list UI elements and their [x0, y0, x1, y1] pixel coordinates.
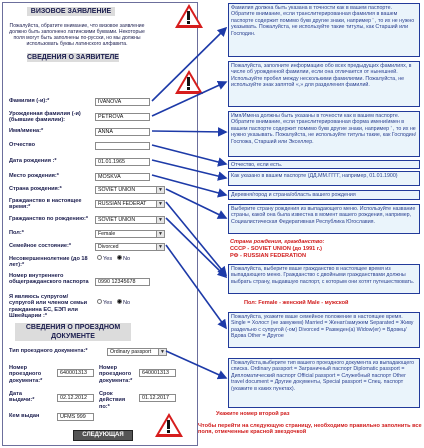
chevron-down-icon[interactable]: ▼	[156, 231, 164, 237]
doc-number2-input[interactable]: 640001313	[139, 369, 176, 377]
passport-label: Номер внутреннего общегражданского паспорта	[9, 273, 89, 286]
chevron-down-icon[interactable]: ▼	[156, 201, 164, 207]
doc-number2-label: Номер проездного документа:*	[99, 365, 133, 384]
eu-spouse-label: Я являюсь супругом/супругой или членом семьи гражданина ЕС, ЕЭП или Швейцарии :*	[9, 294, 88, 320]
chevron-down-icon[interactable]: ▼	[156, 244, 164, 250]
birth-citizenship-label: Гражданство по рождению:*	[9, 216, 89, 222]
issued-by-label: Кем выдан	[9, 413, 40, 419]
doc-number-input[interactable]: 640001313	[57, 369, 94, 377]
hint-marital: Пожалуйста, укажите ваше семейное положение в настоящее время. Single = Холост (не замужем) Married = Женат/замужем Separated = Живу раздельно с супругой (-ом) Divorced = Разведен(а) Widow(er) = Вдовец/Вдова Other = Другое	[228, 312, 420, 348]
hint-birth-country: Выберите страну рождения из выпадающего меню. Используйте название страны, какой она была известна в момент вашего рождения, например, Социалистическая Федеративная Республика Югославия.	[228, 204, 420, 234]
issue-date-label: Дата выдачи:*	[9, 391, 35, 404]
hint-birth-surname: Пожалуйста, заполните информацию обо всех предыдущих фамилиях, в числе об урожденной фамилии, если она отличается от нынешней. Используйте пробел между несколькими фамилиями. Пожалуйста, не используйте знак запятой «,» для разделения фамилий.	[228, 61, 420, 107]
patronymic-label: Отчество	[9, 142, 36, 148]
valid-until-label: Срок действия по:*	[99, 391, 126, 410]
hint-surname: Фамилия должна быть указана в точности как в вашем паспорте. Обратите внимание, если транслитерированная фамилия в вашем паспорте содержит помимо букв другие знаки, например ' , то их не нужно указывать. Пожалуйста, не используйте такие титулы, как Старший или Господин.	[228, 3, 420, 57]
red-note-rf: РФ - RUSSIAN FEDERATION	[230, 253, 307, 259]
birth-place-label: Место рождения:*	[9, 173, 59, 179]
arrow-first-name	[152, 131, 226, 132]
doc-number-label: Номер проездного документа:*	[9, 365, 43, 384]
doc-section-header: СВЕДЕНИЯ О ПРОЕЗДНОМ ДОКУМЕНТЕ	[15, 323, 131, 341]
eu-spouse-yes-radio[interactable]: Yes	[97, 300, 112, 307]
birth-date-input[interactable]: 01.01.1965	[95, 158, 150, 166]
eu-spouse-no-radio[interactable]: No	[117, 300, 130, 307]
first-name-label: Имя/имена:*	[9, 128, 44, 134]
sex-value: Female	[98, 231, 116, 237]
hint-birth-date: Как указано в вашем паспорте (ДД.ММ.ГГГГ, например, 01.01.1900)	[228, 171, 420, 186]
doc-type-label: Тип проездного документа:*	[9, 348, 88, 354]
intro-note: Пожалуйста, обратите внимание, что визовое заявление должно быть заполнено латинскими буквами. Некоторые поля могут быть заполнены по-русски, но мы должны использовать буквы латинского алфавита.	[9, 23, 145, 47]
arrow-patronymic	[152, 145, 226, 164]
arrow-birth-citizenship	[166, 218, 226, 277]
first-name-input[interactable]: ANNA	[95, 128, 150, 136]
surname-input[interactable]: IVANOVA	[95, 98, 150, 106]
marital-label: Семейное состояние:*	[9, 243, 72, 249]
red-note-second-number: Укажите номер второй раз	[216, 411, 290, 417]
applicant-section-header: СВЕДЕНИЯ О ЗАЯВИТЕЛЕ	[27, 54, 119, 61]
arrow-marital	[166, 245, 226, 328]
issued-by-input[interactable]: UFMS 999	[57, 413, 94, 421]
marital-value: Divorced	[98, 244, 119, 250]
passport-input[interactable]: 0990 12345678	[95, 278, 150, 286]
minor-yes-radio[interactable]: Yes	[97, 256, 112, 263]
next-button[interactable]: СЛЕДУЮЩАЯ	[73, 430, 133, 441]
form-title: ВИЗОВОЕ ЗАЯВЛЕНИЕ	[27, 7, 115, 16]
red-note-ussr: СССР - SOVIET UNION (до 1991 г.)	[230, 246, 323, 252]
birth-date-label: Дата рождения :*	[9, 158, 57, 164]
chevron-down-icon[interactable]: ▼	[156, 187, 164, 193]
birth-country-value: SOVIET UNION	[98, 187, 136, 193]
hint-first-name: Имя/Имена должны быть указаны в точности как в вашем паспорте. Обратите внимание, если транслитерированная форма имени/имен в вашем паспорте содержит помимо букв другие знаки, например ' , то их не нужно указывать. Пожалуйста, не используйте титулы такие, как Господин/Госпожа, Старший или Экселлер.	[228, 111, 420, 157]
citizenship-value: RUSSIAN FEDERAT	[98, 201, 147, 207]
hint-birth-place: Деревня/город и страна/область вашего рождения	[228, 190, 420, 200]
doc-type-value: Ordinary passport	[110, 349, 152, 355]
minor-label: Несовершеннолетние (до 18 лет):*	[9, 256, 88, 269]
red-note-next-page: Чтобы перейти на следующую страницу, необходимо правильно заполнить все поля, отмеченные красной звездочкой	[198, 423, 422, 436]
hint-patronymic: Отчество, если есть.	[228, 160, 420, 169]
minor-no-radio[interactable]: No	[117, 256, 130, 263]
birth-citizenship-value: SOVIET UNION	[98, 217, 136, 223]
arrow-birth-date	[152, 160, 226, 178]
hint-citizenship: Пожалуйста, выберите ваше гражданство в настоящее время из выпадающего меню. Гражданство с двойными гражданствами должны выбрать страну, выдавшую паспорт, с которым они хотят путешествовать.	[228, 264, 420, 294]
issue-date-input[interactable]: 02.12.2012	[57, 394, 94, 402]
citizenship-label: Гражданство в настоящее время:*	[9, 198, 82, 211]
birth-country-label: Страна рождения:*	[9, 186, 62, 192]
chevron-down-icon[interactable]: ▼	[158, 349, 166, 355]
birth-place-input[interactable]: MOSKVA	[95, 173, 150, 181]
birth-surname-input[interactable]: PETROVA	[95, 113, 150, 121]
birth-surname-label: Урожденная фамилия (-и) (бывшие фамилии):	[9, 111, 81, 124]
chevron-down-icon[interactable]: ▼	[156, 217, 164, 223]
arrow-surname	[152, 28, 226, 101]
arrow-doc-type	[166, 351, 226, 378]
sex-label: Пол:*	[9, 230, 24, 236]
red-note-country-title: Страна рождения, гражданство:	[230, 239, 325, 245]
surname-label: Фамилия (-и):*	[9, 98, 50, 104]
valid-until-input[interactable]: 01.12.2017	[139, 394, 176, 402]
red-note-sex: Пол: Female - женский Male - мужской	[244, 300, 349, 306]
hint-doc-type: Пожалуйста,выберите тип вашего проездного документа из выпадающего списка. Ordinary passport = Заграничный паспорт Diplomatic passport = Дипломатический паспорт Official passport = Служебный паспорт Other travel document = Другие документы, Special passport = Спец. паспорт (укажите в каких пунктах).	[228, 358, 420, 408]
arrow-birth-place	[152, 175, 226, 195]
